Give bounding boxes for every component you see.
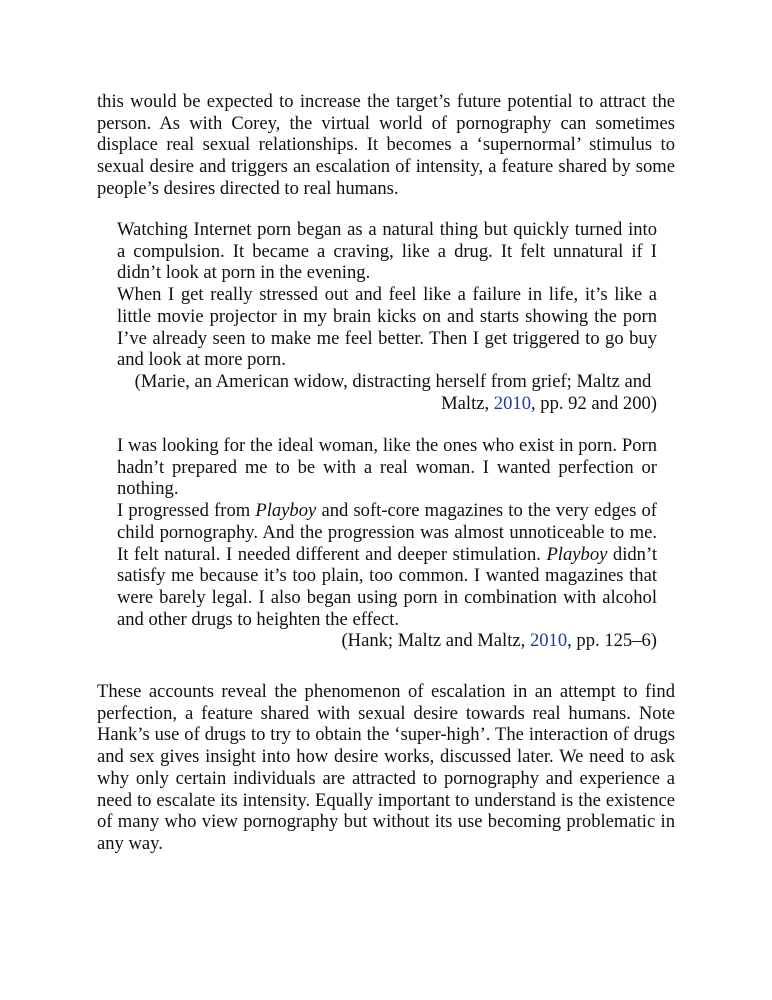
quote-text: I progressed from [117,500,256,522]
block-quote-marie [117,219,657,414]
citation-text: , pp. 125–6) [567,630,657,652]
quote-paragraph [117,500,657,630]
citation-text: (Hank; Maltz and Maltz, [341,630,530,652]
quote-text: didn’t satisfy me because it’s too plain, too common. I wanted magazines that were barely legal. I also began using porn in combination with alcohol and other drugs to heighten the effect. [117,543,657,630]
quote-citation-line: (Marie, an American widow, distracting herself from grief; Maltz and [134,370,652,392]
quote-citation [117,630,657,652]
magazine-title: Playboy [255,500,317,522]
quote-paragraph: When I get really stressed out and feel like a failure in life, it’s like a little movie projector in my brain kicks on and starts showing the porn I’ve already seen to make me feel better. Then I get triggered to go buy and look at more porn. [117,284,657,371]
citation-text: Maltz, [441,392,494,414]
block-quote-hank [117,435,657,652]
body-paragraph-bottom: These accounts reveal the phenomenon of escalation in an attempt to find perfection, a feature shared with sexual desire towards real humans. Note Hank’s use of drugs to try to obtain the ‘super-high’. The interaction of drugs and sex gives insight into how desire works, discussed later. We need to ask why only certain individuals are attracted to pornography and experience a need to escalate its intensity. Equally important to understand is the existence of many who view pornography but without its use becoming problematic in any way. [97,681,675,854]
quote-paragraph: I was looking for the ideal woman, like the ones who exist in porn. Porn hadn’t prepared me to be with a real woman. I wanted perfection or nothing. [117,435,657,500]
citation-text: , pp. 92 and 200) [530,392,657,414]
quote-paragraph: Watching Internet porn began as a natural thing but quickly turned into a compulsion. It became a craving, like a drug. It felt unnatural if I didn’t look at porn in the evening. [117,219,657,284]
citation-year-link[interactable]: 2010 [529,630,568,652]
quote-citation [117,393,657,415]
magazine-title: Playboy [546,543,608,565]
body-paragraph-top: this would be expected to increase the target’s future potential to attract the person. As with Corey, the virtual world of pornography can sometimes displace real sexual relationships. It becomes a ‘supernormal’ stimulus to sexual desire and triggers an escalation of intensity, a feature shared by some people’s desires directed to real humans. [97,91,675,199]
citation-year-link[interactable]: 2010 [493,392,531,414]
quote-text: and soft-core magazines to the very edges of child pornography. And the progression was almost unnoticeable to me. It felt natural. I needed different and deeper stimulation. [117,500,657,565]
